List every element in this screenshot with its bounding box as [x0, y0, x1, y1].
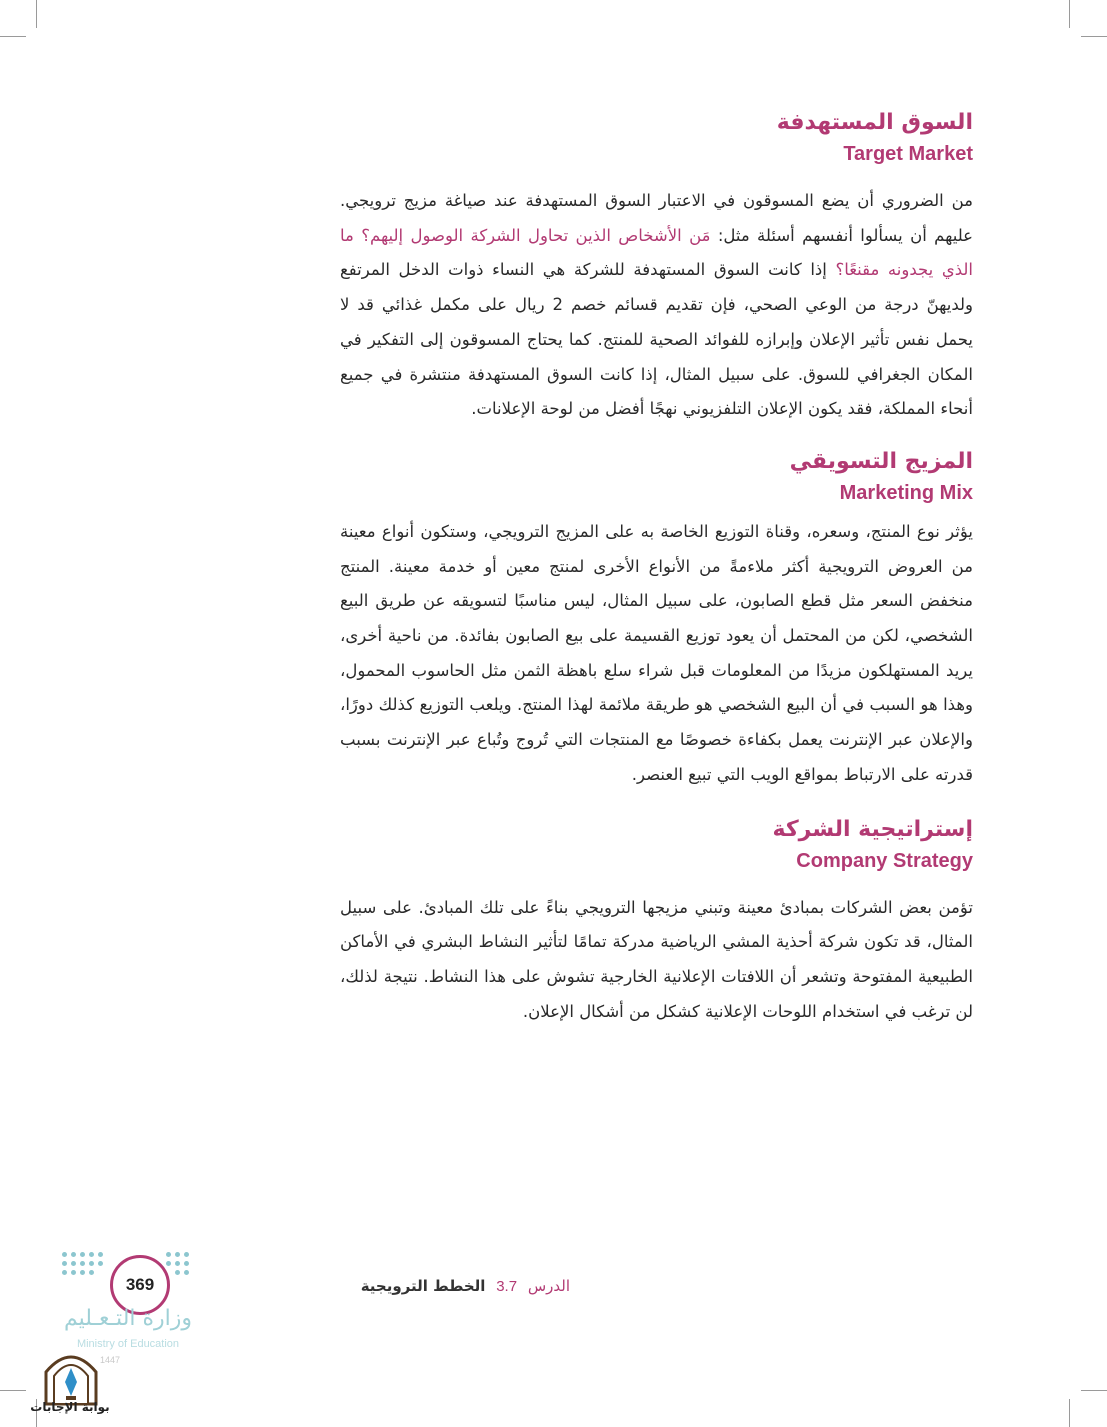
crop-mark [1081, 36, 1107, 37]
gate-logo-icon [38, 1346, 104, 1406]
section-paragraph: تؤمن بعض الشركات بمبادئ معينة وتبني مزيجها الترويجي بناءً على تلك المبادئ. على سبيل المثال، قد تكون شركة أحذية المشي الرياضية مدركة تمامًا لتأثير النشاط البشري في الأماكن الطبيعية المفتوحة وتشعر أن اللافتات الإعلانية الخارجية تشوش على هذا النشاط. نتيجة لذلك، لن ترغب في استخدام اللوحات الإعلانية كشكل من أشكال الإعلان. [340, 897, 973, 1021]
section-title-en: Company Strategy [796, 849, 973, 872]
crop-mark [1081, 1390, 1107, 1391]
section-marketing-mix [340, 447, 973, 793]
crop-mark [1069, 1399, 1070, 1427]
site-name: بوابة الإجابات [30, 1400, 110, 1414]
lesson-title: الخطط الترويجية [360, 1277, 486, 1295]
crop-mark [0, 36, 26, 37]
section-target-market [340, 108, 973, 427]
section-company-strategy [340, 815, 973, 1030]
crop-mark [0, 1390, 26, 1391]
lesson-number: 3.7 [496, 1278, 518, 1295]
highlighted-question: مَن الأشخاص الذين تحاول الشركة الوصول إليهم؟ ما الذي يجدونه مقنعًا؟ [340, 225, 974, 280]
crop-mark [36, 0, 37, 28]
footer-lesson [340, 1277, 570, 1305]
ministry-name-en: Ministry of Education [76, 1338, 180, 1350]
section-title-en: Target Market [843, 143, 973, 165]
page-number: 369 [110, 1255, 170, 1315]
section-title-ar: المزيج التسويقي [789, 448, 973, 474]
section-paragraph [340, 184, 973, 427]
section-title-ar: السوق المستهدفة [776, 110, 973, 135]
paragraph-text: إذا كانت السوق المستهدفة للشركة هي النساء ذوات الدخل المرتفع ولديهنّ درجة من الوعي الصحي، فإن تقديم قسائم خصم 2 ريال على مكمل غذائي قد لا يحمل نفس تأثير الإعلان وإبرازه للفوائد الصحية للمنتج. كما يحتاج المسوقون إلى التفكير في المكان الجغرافي للسوق. على سبيل المثال، إذا كانت السوق المستهدفة منتشرة في جميع أنحاء المملكة، فقد يكون الإعلان التلفزيوني نهجًا أفضل من لوحة الإعلانات. [340, 260, 973, 419]
ministry-year: 1447 [100, 1355, 121, 1365]
lesson-label: الدرس [527, 1277, 570, 1295]
section-title-ar: إستراتيجية الشركة [772, 816, 973, 842]
section-title-en: Marketing Mix [839, 481, 973, 504]
section-paragraph: يؤثر نوع المنتج، وسعره، وقناة التوزيع الخاصة به على المزيج الترويجي، وستكون أنواع معينة من العروض الترويجية أكثر ملاءمةً من الأنواع الأخرى لمنتج معين أو خدمة معينة. المنتج منخفض السعر مثل قطع الصابون، على سبيل المثال، ليس مناسبًا لتسويقه عن طريق البيع الشخصي، لكن من المحتمل أن يعود توزيع القسيمة على بيع الصابون بفائدة. من ناحية أخرى، يريد المستهلكون مزيدًا من المعلومات قبل شراء سلع باهظة الثمن مثل الحاسوب المحمول، وهذا هو السبب في أن البيع الشخصي هو طريقة ملائمة لهذا المنتج. ويلعب التوزيع كذلك دورًا، والإعلان عبر الإنترنت يعمل بكفاءة خصوصًا مع المنتجات التي تُروج وتُباع عبر الإنترنت بسبب قدرته على الارتباط بمواقع الويب التي تبيع العنصر. [340, 521, 973, 784]
ministry-name-ar: وزارة التـعـليم [63, 1306, 193, 1331]
page-content [340, 108, 973, 1029]
crop-mark [1069, 0, 1070, 28]
paragraph-text: من الضروري أن يضع المسوقون في الاعتبار السوق المستهدفة عند صياغة مزيج ترويجي. عليهم أن يسألوا أنفسهم أسئلة مثل: [340, 191, 974, 245]
